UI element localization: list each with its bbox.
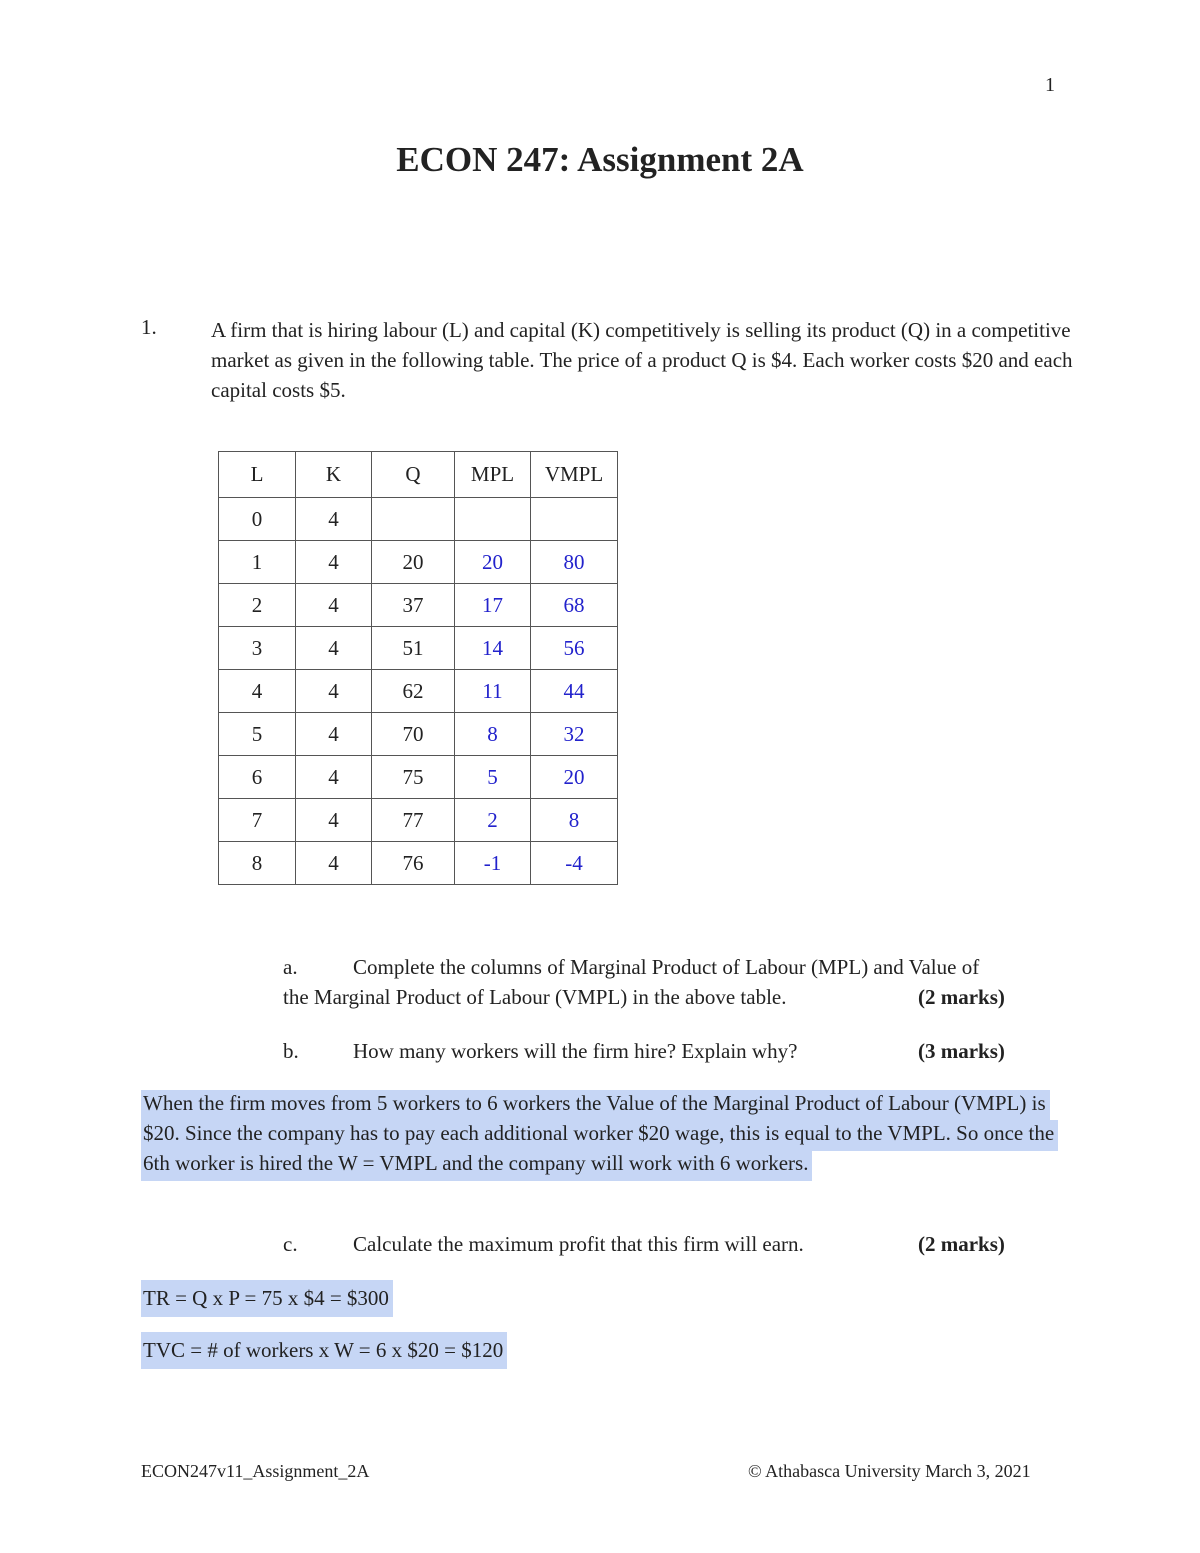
cell-q: 62 xyxy=(372,670,455,713)
header-q: Q xyxy=(372,452,455,498)
table-row xyxy=(219,842,618,885)
cell-vmpl xyxy=(531,498,618,541)
table-row xyxy=(219,584,618,627)
part-a-text-line2: the Marginal Product of Labour (VMPL) in the above table. xyxy=(283,985,787,1009)
part-a-letter: a. xyxy=(283,955,298,979)
cell-k: 4 xyxy=(296,713,372,756)
cell-mpl: 14 xyxy=(455,627,531,670)
cell-vmpl: 44 xyxy=(531,670,618,713)
cell-q xyxy=(372,498,455,541)
cell-q: 20 xyxy=(372,541,455,584)
cell-mpl: 17 xyxy=(455,584,531,627)
cell-k: 4 xyxy=(296,842,372,885)
cell-l: 0 xyxy=(219,498,296,541)
part-a-marks: (2 marks) xyxy=(918,985,1005,1009)
cell-k: 4 xyxy=(296,541,372,584)
table-header-row xyxy=(219,452,618,498)
cell-mpl: 5 xyxy=(455,756,531,799)
header-l: L xyxy=(219,452,296,498)
table-row xyxy=(219,498,618,541)
table-row xyxy=(219,541,618,584)
cell-l: 1 xyxy=(219,541,296,584)
cell-vmpl: 32 xyxy=(531,713,618,756)
cell-vmpl: 20 xyxy=(531,756,618,799)
cell-vmpl: 68 xyxy=(531,584,618,627)
cell-l: 6 xyxy=(219,756,296,799)
cell-q: 75 xyxy=(372,756,455,799)
cell-mpl xyxy=(455,498,531,541)
cell-l: 8 xyxy=(219,842,296,885)
cell-q: 77 xyxy=(372,799,455,842)
total-variable-cost-line: TVC = # of workers x W = 6 x $20 = $120 xyxy=(141,1332,507,1369)
table-row xyxy=(219,713,618,756)
part-c-letter: c. xyxy=(283,1232,298,1256)
table-row xyxy=(219,670,618,713)
cell-k: 4 xyxy=(296,799,372,842)
cell-vmpl: 80 xyxy=(531,541,618,584)
cell-l: 4 xyxy=(219,670,296,713)
cell-mpl: -1 xyxy=(455,842,531,885)
question-text: A firm that is hiring labour (L) and capital (K) competitively is selling its product (Q) in a competitive market as given in the following table. The price of a product Q is $4. Each worker costs $20 and each capital costs $5. xyxy=(211,318,1073,402)
cell-k: 4 xyxy=(296,670,372,713)
production-table xyxy=(218,451,618,885)
cell-l: 3 xyxy=(219,627,296,670)
footer-copyright: © Athabasca University March 3, 2021 xyxy=(748,1461,1031,1481)
cell-k: 4 xyxy=(296,627,372,670)
part-a-text-line1: Complete the columns of Marginal Product of Labour (MPL) and Value of xyxy=(353,955,980,979)
cell-l: 2 xyxy=(219,584,296,627)
cell-vmpl: 56 xyxy=(531,627,618,670)
part-c-marks: (2 marks) xyxy=(918,1232,1005,1256)
table-row xyxy=(219,627,618,670)
page-number: 1 xyxy=(1045,74,1055,96)
cell-q: 76 xyxy=(372,842,455,885)
cell-mpl: 11 xyxy=(455,670,531,713)
cell-l: 7 xyxy=(219,799,296,842)
footer-document-id: ECON247v11_Assignment_2A xyxy=(141,1461,370,1481)
part-b-answer-text: When the firm moves from 5 workers to 6 workers the Value of the Marginal Product of Labour (VMPL) is $20. Since the company has to pay each additional worker $20 wage, this is equal to the VMPL. So once the 6th worker is hired the W = VMPL and the company will work with 6 workers. xyxy=(141,1090,1058,1181)
question-number: 1. xyxy=(141,315,157,339)
part-b-letter: b. xyxy=(283,1039,299,1063)
total-revenue-line: TR = Q x P = 75 x $4 = $300 xyxy=(141,1280,393,1317)
cell-mpl: 8 xyxy=(455,713,531,756)
cell-q: 37 xyxy=(372,584,455,627)
cell-vmpl: 8 xyxy=(531,799,618,842)
cell-l: 5 xyxy=(219,713,296,756)
cell-mpl: 2 xyxy=(455,799,531,842)
document-title: ECON 247: Assignment 2A xyxy=(396,140,804,179)
cell-k: 4 xyxy=(296,498,372,541)
header-mpl: MPL xyxy=(455,452,531,498)
part-b-text: How many workers will the firm hire? Explain why? xyxy=(353,1039,798,1063)
cell-k: 4 xyxy=(296,756,372,799)
cell-q: 70 xyxy=(372,713,455,756)
part-c-text: Calculate the maximum profit that this firm will earn. xyxy=(353,1232,804,1256)
cell-q: 51 xyxy=(372,627,455,670)
header-k: K xyxy=(296,452,372,498)
part-b-answer xyxy=(141,1088,1061,1178)
table-row xyxy=(219,756,618,799)
cell-vmpl: -4 xyxy=(531,842,618,885)
cell-k: 4 xyxy=(296,584,372,627)
part-b-marks: (3 marks) xyxy=(918,1039,1005,1063)
cell-mpl: 20 xyxy=(455,541,531,584)
header-vmpl: VMPL xyxy=(531,452,618,498)
table-row xyxy=(219,799,618,842)
